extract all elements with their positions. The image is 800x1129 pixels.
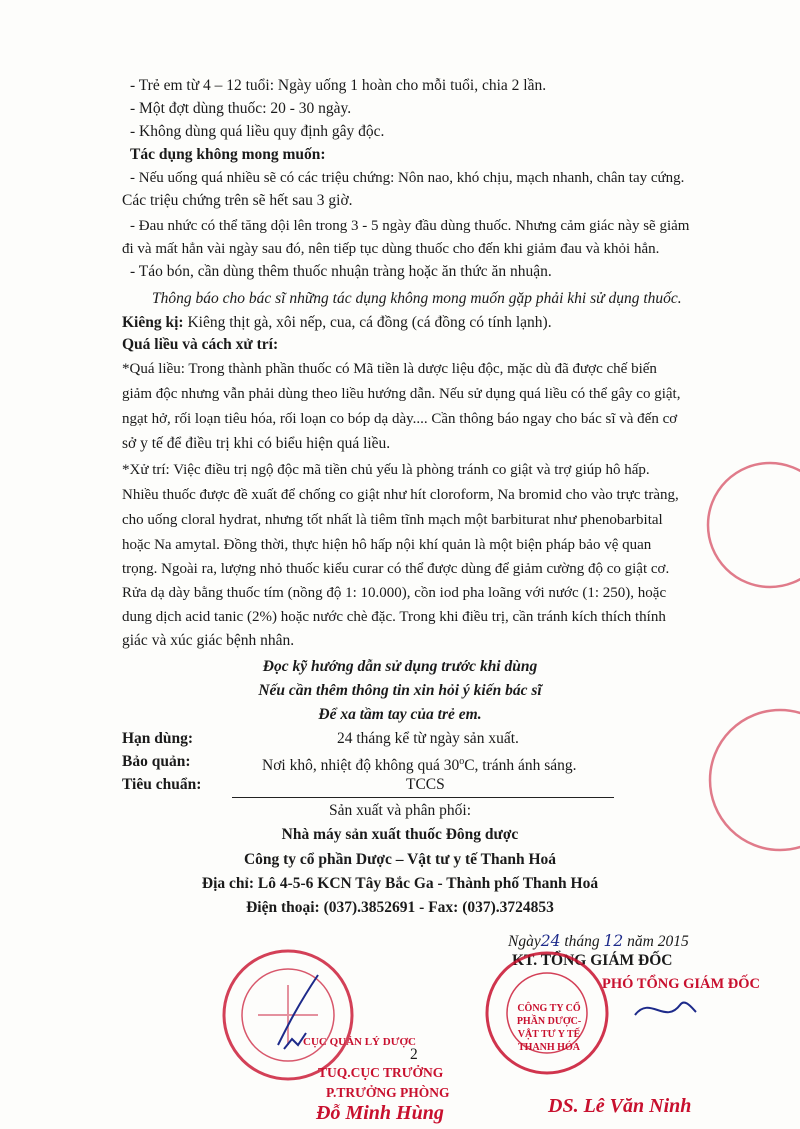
treatment-line-6: Rửa dạ dày bằng thuốc tím (nồng độ 1: 10.000), cồn iod pha loãng với nước (1: 250), hoặc [122, 585, 667, 601]
treatment-line-1: *Xử trí: Việc điều trị ngộ độc mã tiền chủ yếu là phòng tránh co giật và trợ giúp hô hấp. [122, 462, 650, 478]
date-mid: tháng [560, 933, 604, 950]
standard-value: TCCS [406, 776, 445, 793]
side-effect-2-line-2: đi và mất hẳn vài ngày sau đó, nên tiếp tục dùng thuốc cho đến khi giảm đau và khỏi hẳn. [122, 241, 660, 257]
signature-subtitle: PHÓ TỔNG GIÁM ĐỐC [602, 976, 761, 992]
warning-keep-away: Để xa tầm tay của trẻ em. [318, 706, 482, 723]
company-name: Công ty cổ phần Dược – Vật tư y tế Thanh Hoá [243, 851, 557, 868]
overdose-p1-line-4: sở y tế để điều trị khi có biểu hiện quá liều. [122, 435, 391, 452]
director-signature-icon [630, 990, 700, 1030]
no-overdose-line: - Không dùng quá liều quy định gây độc. [130, 123, 385, 140]
overdose-p1-line-1: *Quá liều: Trong thành phần thuốc có Mã tiền là dược liệu độc, mặc dù đã được chế biến [122, 361, 657, 377]
treatment-line-4: hoặc Na amytal. Đồng thời, thực hiện hô hấp nội khí quản là một biện pháp bảo vệ quan [122, 537, 652, 553]
side-effect-3-line: - Táo bón, cần dùng thêm thuốc nhuận tràng hoặc ăn thức ăn nhuận. [130, 263, 552, 280]
course-line: - Một đợt dùng thuốc: 20 - 30 ngày. [130, 100, 352, 117]
side-effect-1-line-2: Các triệu chứng trên sẽ hết sau 3 giờ. [122, 192, 353, 209]
edge-stamp-bottom-icon [690, 700, 800, 860]
abstain-label: Kiêng kị: [122, 314, 184, 331]
approval-stamp-text: CỤC QUẢN LÝ DƯỢC [303, 1036, 416, 1048]
overdose-heading: Quá liều và cách xử trí: [122, 336, 279, 353]
approval-line-1: TUQ.CỤC TRƯỞNG [318, 1065, 444, 1080]
divider [232, 797, 614, 798]
treatment-line-2: Nhiều thuốc được đề xuất để chống co giật như hít cloroform, Na bromid cho vào trực tràng, [122, 487, 679, 503]
storage-label: Bảo quản: [122, 753, 191, 770]
side-effect-2-line-1: - Đau nhức có thể tăng dội lên trong 3 - 5 ngày đầu dùng thuốc. Nhưng cảm giác này sẽ giảm [130, 218, 690, 234]
date-day: 24 [540, 932, 561, 950]
storage-value-suffix: C, tránh ánh sáng. [464, 757, 577, 775]
abstain-line [122, 313, 552, 333]
treatment-line-5: trọng. Ngoài ra, lượng nhỏ thuốc kiểu curar có thể được dùng để giảm cường độ co giật cơ. [122, 561, 670, 577]
storage-value-text: Nơi khô, nhiệt độ không quá 30 [262, 757, 460, 775]
date-year: năm 2015 [623, 933, 689, 950]
company-address: Địa chỉ: Lô 4-5-6 KCN Tây Bắc Ga - Thành phố Thanh Hoá [201, 875, 599, 892]
overdose-p1-line-2: giảm độc nhưng vẫn phải dùng theo liều hướng dẫn. Nếu sử dụng quá liều có thể gây co giật, [122, 386, 681, 402]
overdose-p1-line-3: ngạt hở, rối loạn tiêu hóa, rối loạn co bóp dạ dày.... Cần thông báo ngay cho bác sĩ và đến cơ [122, 411, 678, 427]
treatment-line-7: dung dịch acid tanic (2%) hoặc nước chè đặc. Trong khi điều trị, cần tránh kích thích thính [122, 609, 666, 625]
expiry-value: 24 tháng kể từ ngày sản xuất. [337, 730, 519, 747]
approval-signer: Đỗ Minh Hùng [316, 1102, 444, 1124]
warning-read-instructions: Đọc kỹ hướng dẫn sử dụng trước khi dùng [262, 658, 538, 675]
side-effects-heading: Tác dụng không mong muốn: [130, 146, 326, 163]
expiry-label: Hạn dùng: [122, 730, 194, 747]
factory-name: Nhà máy sản xuất thuốc Đông dược [281, 826, 519, 843]
date-month: 12 [603, 932, 624, 950]
storage-value [262, 752, 577, 776]
manufacturer-intro: Sản xuất và phân phối: [328, 802, 472, 819]
children-dose-line: - Trẻ em từ 4 – 12 tuổi: Ngày uống 1 hoàn cho mỗi tuổi, chia 2 lần. [130, 77, 547, 94]
edge-stamp-top-icon [690, 450, 800, 600]
warning-ask-doctor: Nếu cần thêm thông tin xin hỏi ý kiến bác sĩ [258, 682, 542, 699]
side-effect-1-line-1: - Nếu uống quá nhiều sẽ có các triệu chứng: Nôn nao, khó chịu, mạch nhanh, chân tay cứng. [130, 170, 685, 186]
page-number: 2 [410, 1046, 418, 1063]
signature-title: KT. TỔNG GIÁM ĐỐC [512, 952, 673, 969]
treatment-line-8: giác và xúc giác bệnh nhân. [122, 632, 295, 649]
date-prefix: Ngày [508, 933, 541, 950]
side-effects-notice: Thông báo cho bác sĩ những tác dụng không mong muốn gặp phải khi sử dụng thuốc. [152, 290, 682, 307]
director-name: DS. Lê Văn Ninh [548, 1095, 692, 1117]
company-contact: Điện thoại: (037).3852691 - Fax: (037).3724853 [246, 899, 554, 916]
standard-label: Tiêu chuẩn: [122, 776, 202, 793]
company-stamp-text: CÔNG TY CỔ PHẦN DƯỢC-VẬT TƯ Y TẾ THANH HÓA [516, 1003, 582, 1053]
abstain-text: Kiêng thịt gà, xôi nếp, cua, cá đồng (cá đồng có tính lạnh). [187, 314, 552, 331]
treatment-line-3: cho uống cloral hydrat, nhưng tốt nhất là tiêm tĩnh mạch một barbiturat như phenobarbital [122, 512, 663, 528]
degree-sup: o [459, 756, 465, 767]
approval-line-2: P.TRƯỞNG PHÒNG [326, 1085, 450, 1100]
